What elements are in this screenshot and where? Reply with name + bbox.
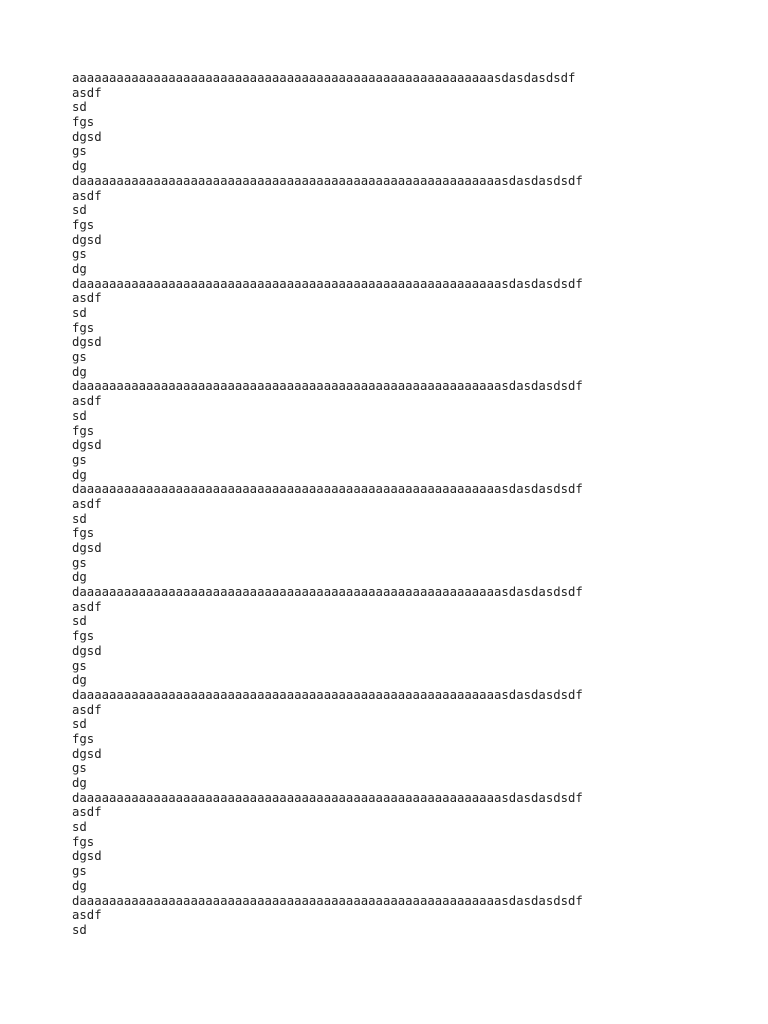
text-line: sd — [72, 408, 87, 423]
text-line: fgs — [72, 217, 95, 232]
text-line: sd — [72, 100, 87, 115]
text-line: dg — [72, 159, 87, 174]
text-line: gs — [72, 350, 87, 365]
text-line: daaaaaaaaaaaaaaaaaaaaaaaaaaaaaaaaaaaaaaaaaaaaaaaaaaaaaaaaasdasdasdsdf — [72, 790, 583, 805]
text-line: dg — [72, 673, 87, 688]
text-line: dgsd — [72, 541, 102, 555]
text-line: dgsd — [72, 746, 102, 761]
text-line: fgs — [72, 115, 95, 130]
text-line: gs — [72, 452, 87, 467]
text-line: dgsd — [72, 335, 102, 350]
text-line: fgs — [72, 423, 95, 438]
text-line: dgsd — [72, 232, 102, 247]
text-line: asdf — [72, 85, 102, 100]
text-line: daaaaaaaaaaaaaaaaaaaaaaaaaaaaaaaaaaaaaaaaaaaaaaaaaaaaaaaaasdasdasdsdf — [72, 687, 583, 702]
text-line: sd — [72, 306, 87, 320]
text-line: gs — [72, 658, 87, 673]
text-line: daaaaaaaaaaaaaaaaaaaaaaaaaaaaaaaaaaaaaaaaaaaaaaaaaaaaaaaaasdasdasdsdf — [72, 893, 583, 908]
text-line: daaaaaaaaaaaaaaaaaaaaaaaaaaaaaaaaaaaaaaaaaaaaaaaaaaaaaaaaasdasdasdsdf — [72, 482, 583, 497]
text-line: asdf — [72, 702, 102, 717]
text-line: gs — [72, 144, 87, 159]
text-line: daaaaaaaaaaaaaaaaaaaaaaaaaaaaaaaaaaaaaaaaaaaaaaaaaaaaaaaaasdasdasdsdf — [72, 585, 583, 600]
document-body — [72, 71, 762, 938]
text-line: daaaaaaaaaaaaaaaaaaaaaaaaaaaaaaaaaaaaaaaaaaaaaaaaaaaaaaaaasdasdasdsdf — [72, 276, 583, 291]
text-line: dg — [72, 776, 87, 790]
text-line: dgsd — [72, 643, 102, 658]
text-line: dg — [72, 467, 87, 482]
text-line: fgs — [72, 320, 95, 335]
text-line: dg — [72, 570, 87, 585]
text-line: sd — [72, 614, 87, 629]
text-line: gs — [72, 555, 87, 570]
text-line: gs — [72, 761, 87, 776]
text-line: asdf — [72, 908, 102, 923]
text-line: dg — [72, 261, 87, 276]
text-line: sd — [72, 922, 87, 937]
text-line: sd — [72, 203, 87, 218]
text-line: fgs — [72, 731, 95, 746]
text-line: dg — [72, 364, 87, 379]
text-line: asdf — [72, 599, 102, 614]
text-line: asdf — [72, 805, 102, 820]
text-line: asdf — [72, 496, 102, 511]
text-line: sd — [72, 511, 87, 526]
text-line: asdf — [72, 188, 102, 203]
text-line: dgsd — [72, 438, 102, 453]
text-line: asdf — [72, 291, 102, 306]
text-line: fgs — [72, 834, 95, 849]
text-line: sd — [72, 717, 87, 732]
text-line: dgsd — [72, 849, 102, 864]
text-line: dgsd — [72, 129, 102, 144]
text-line: fgs — [72, 629, 95, 644]
text-line: daaaaaaaaaaaaaaaaaaaaaaaaaaaaaaaaaaaaaaaaaaaaaaaaaaaaaaaaasdasdasdsdf — [72, 379, 583, 394]
text-line: sd — [72, 820, 87, 835]
text-line: fgs — [72, 526, 95, 541]
text-line: gs — [72, 864, 87, 879]
text-line: aaaaaaaaaaaaaaaaaaaaaaaaaaaaaaaaaaaaaaaaaaaaaaaaaaaaaaaaasdasdasdsdf — [72, 71, 576, 85]
text-line: gs — [72, 247, 87, 262]
document-page — [72, 71, 762, 938]
text-line: daaaaaaaaaaaaaaaaaaaaaaaaaaaaaaaaaaaaaaaaaaaaaaaaaaaaaaaaasdasdasdsdf — [72, 173, 583, 188]
text-line: asdf — [72, 394, 102, 409]
text-line: dg — [72, 878, 87, 893]
